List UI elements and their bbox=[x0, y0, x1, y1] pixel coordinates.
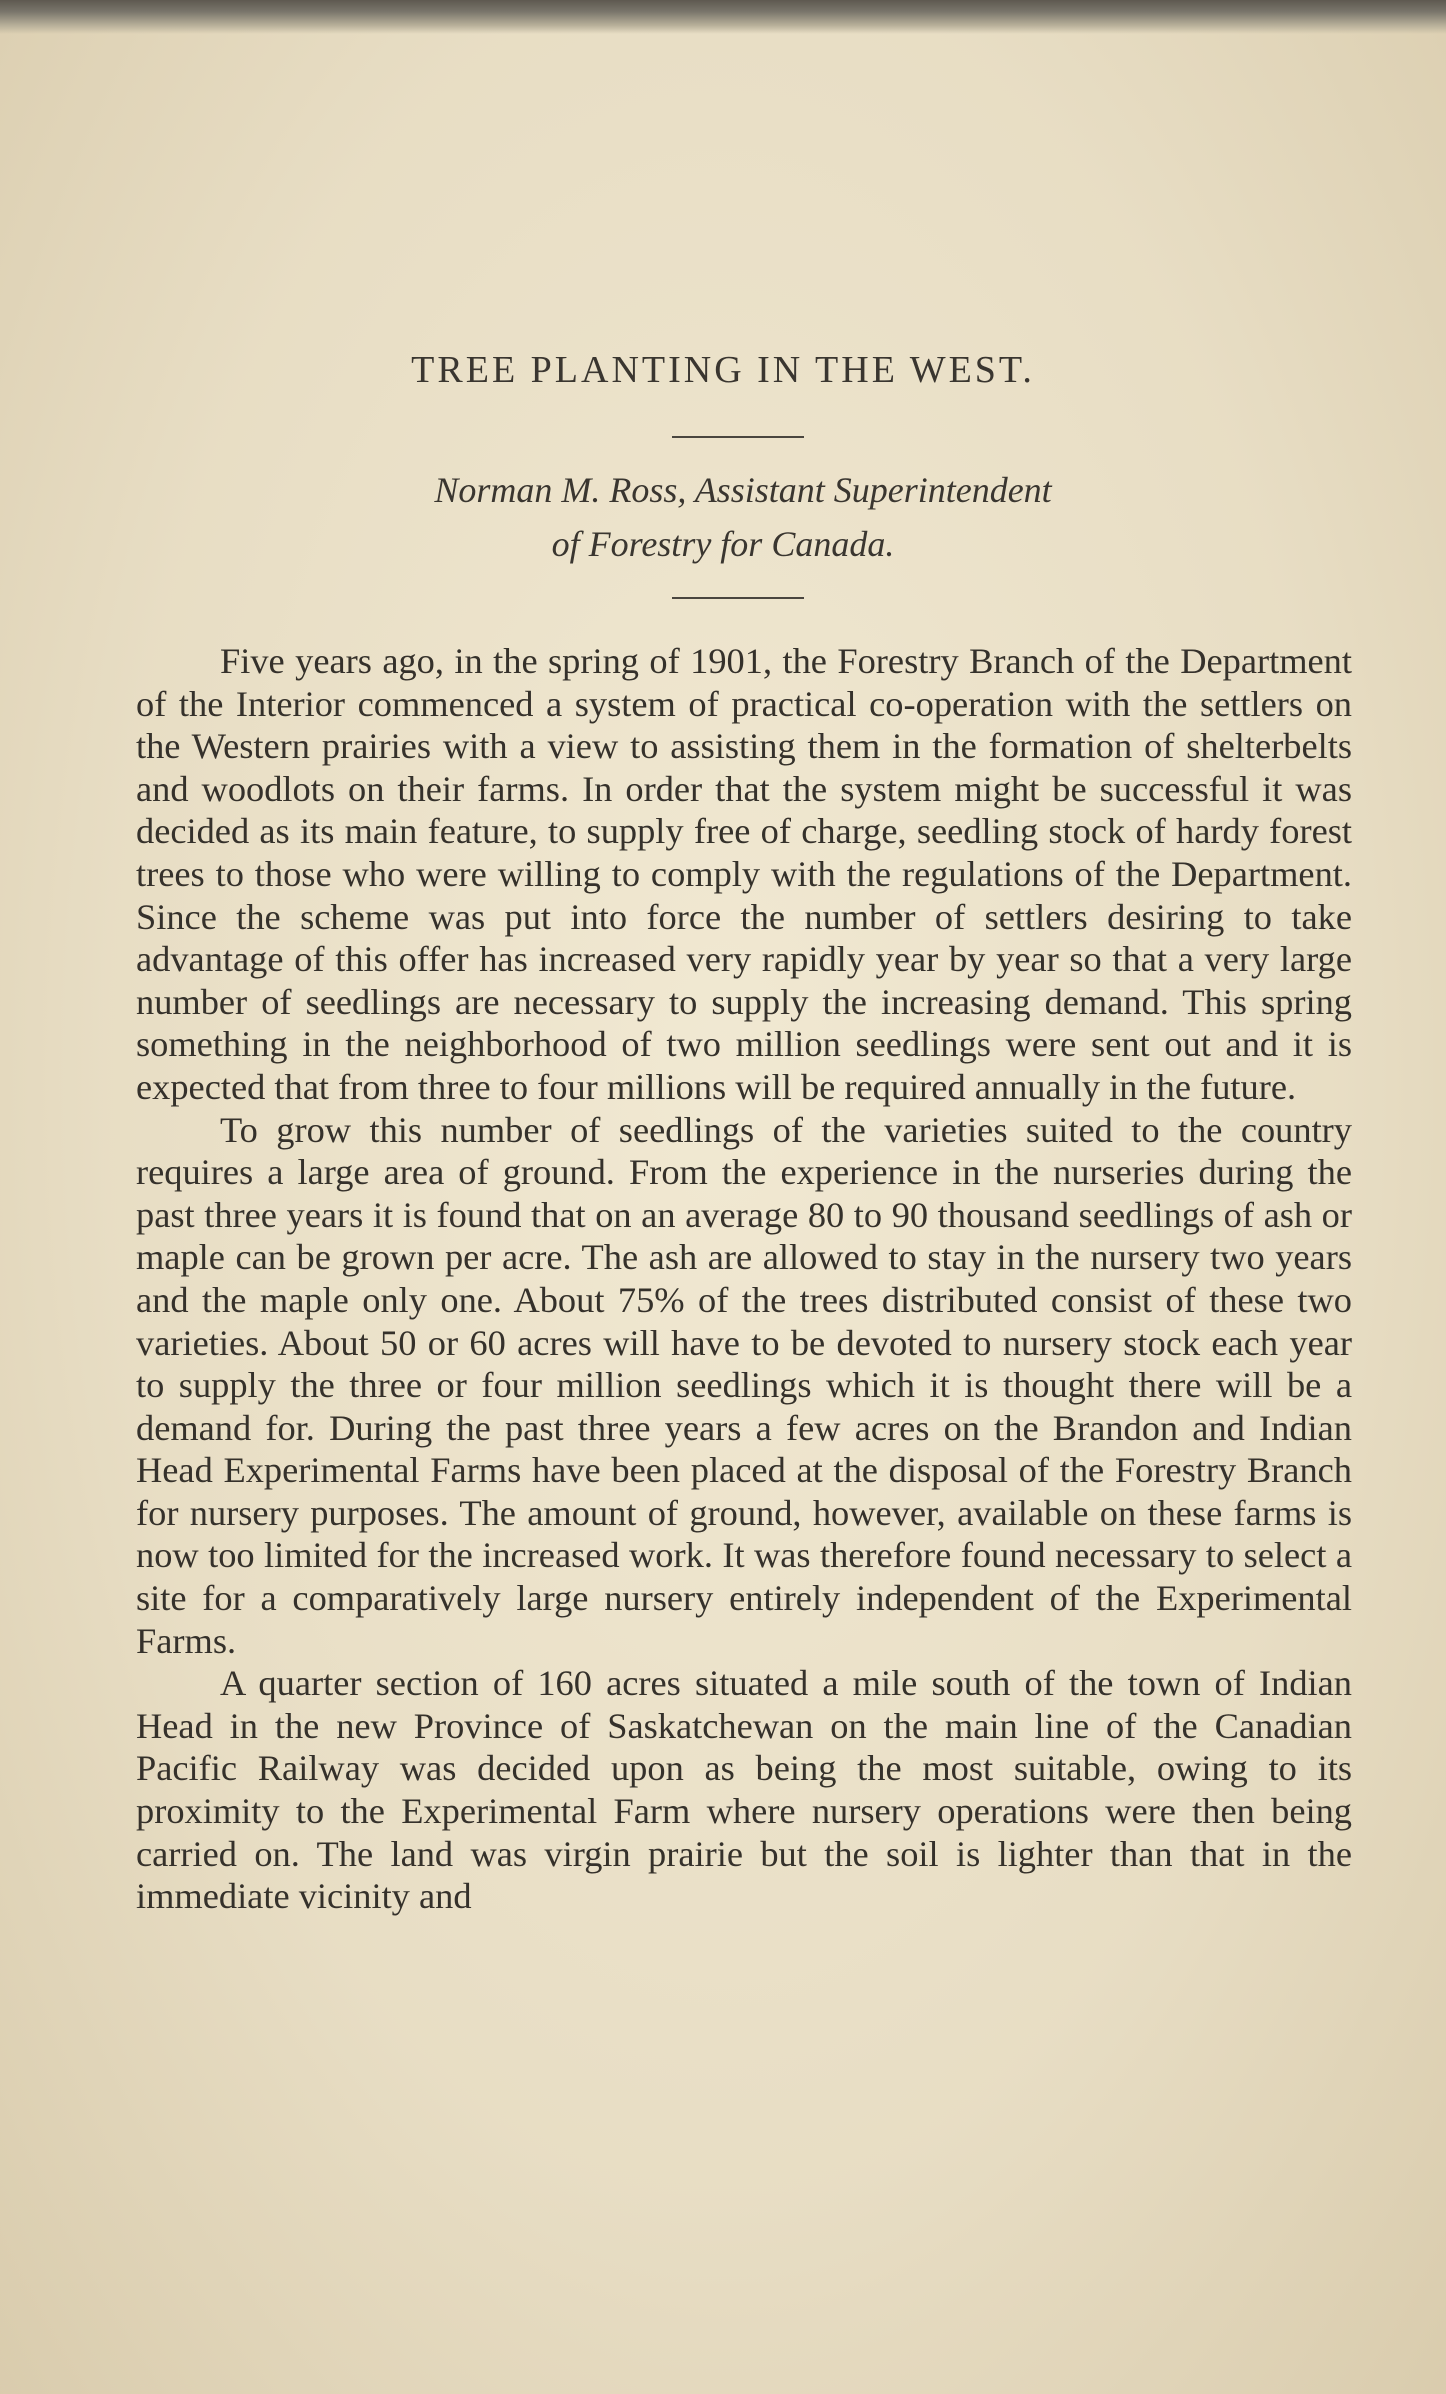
article-title: TREE PLANTING IN THE WEST. bbox=[411, 349, 1035, 391]
title-divider bbox=[672, 436, 804, 438]
author-byline-line-2: of Forestry for Canada. bbox=[551, 524, 895, 564]
paragraph-1: Five years ago, in the spring of 1901, the Forestry Branch of the Department of the Interior commenced a system of practical co-operation with the settlers on the Western prairies with a view to assisting them in the formation of shelterbelts and woodlots on their farms. In order that the system might be successful it was decided as its main feature, to supply free of charge, seedling stock of hardy forest trees to those who were willing to comply with the regulations of the Department. Since the scheme was put into force the number of settlers desiring to take advantage of this offer has increased very rapidly year by year so that a very large number of seedlings are necessary to supply the increasing demand. This spring something in the neighborhood of two million seedlings were sent out and it is expected that from three to four millions will be required annually in the future. bbox=[136, 641, 1352, 1107]
paragraph-3: A quarter section of 160 acres situated a mile south of the town of Indian Head in the new Province of Saskatchewan on the main line of the Canadian Pacific Railway was decided upon as being the most suitable, owing to its proximity to the Experimental Farm where nursery operations were then being carried on. The land was virgin prairie but the soil is lighter than that in the immediate vicinity and bbox=[136, 1663, 1352, 1917]
paragraph-2: To grow this number of seedlings of the varieties suited to the country requires a large area of ground. From the experience in the nurseries during the past three years it is found that on an average 80 to 90 thousand seedlings of ash or maple can be grown per acre. The ash are allowed to stay in the nursery two years and the maple only one. About 75% of the trees distributed consist of these two varieties. About 50 or 60 acres will have to be devoted to nursery stock each year to supply the three or four million seedlings which it is thought there will be a demand for. During the past three years a few acres on the Brandon and Indian Head Experimental Farms have been placed at the disposal of the Forestry Branch for nursery purposes. The amount of ground, however, available on these farms is now too limited for the increased work. It was therefore found necessary to select a site for a comparatively large nursery entirely independent of the Experimental Farms. bbox=[136, 1109, 1352, 1661]
byline-divider bbox=[672, 597, 804, 599]
page-top-edge bbox=[0, 0, 1446, 34]
author-byline-line-1: Norman M. Ross, Assistant Superintendent bbox=[434, 470, 1052, 510]
article-body bbox=[136, 640, 1352, 1918]
